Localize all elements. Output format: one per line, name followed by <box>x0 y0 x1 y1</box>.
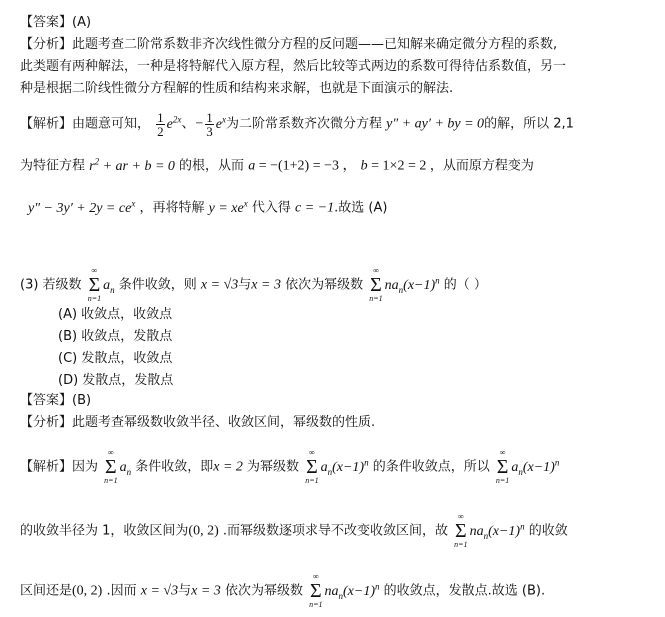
transformed-equation: $y'' - 3y' + 2y = ce^x$ <box>28 198 136 216</box>
solution-label: 【解析】 <box>20 459 73 475</box>
text: 依次为幂级数 <box>285 277 364 293</box>
fraction-half: $\frac{1}{2}$ <box>157 109 164 139</box>
q3-solution-line-1: 【解析】因为 ∞ Σ n=1 $a_n$ 条件收敛，即x = 2 为幂级数 ∞ Σ n=1 $a_n(x-1)^n$ 的条件收敛点，所以 ∞ Σ n=1 $a_n(x-1)^n$ <box>20 448 560 486</box>
option-d: (D) 发散点，发散点 <box>58 373 174 388</box>
analysis-line-2: 此类题有两种解法，一种是将特解代入原方程，然后比较等式两边的系数可得待估系数值，另一 <box>20 59 567 74</box>
text: (3) 若级数 <box>20 277 82 293</box>
text: ，再将特解 <box>139 200 205 216</box>
solution-line-3: $y'' - 3y' + 2y = ce^x$ ，再将特解 $y = xe^x$ 代入得 c = −1.故选 (A) <box>28 198 388 216</box>
ode-equation: y″ + ay′ + by = 0 <box>386 116 485 132</box>
sum-symbol: ∞ Σ n=1 <box>495 448 510 486</box>
text: 为二阶常系数齐次微分方程 <box>226 116 383 132</box>
text: 的（ ） <box>443 277 487 293</box>
sum-symbol: ∞ Σ n=1 <box>87 266 102 304</box>
sum-symbol: ∞ Σ n=1 <box>309 572 323 610</box>
analysis-q3: 【分析】此题考查幂级数收敛半径、收敛区间，幂级数的性质. <box>20 415 376 430</box>
sum-symbol: ∞ Σ n=1 <box>104 448 118 486</box>
text: .因而 <box>106 583 137 599</box>
text: 为特征方程 <box>20 158 86 174</box>
q3-solution-line-2: 的收敛半径为 1，收敛区间为(0, 2) .而幂级数逐项求导不改变收敛区间，故 ∞ Σ n=1 $na_n(x-1)^n$ 的收敛 <box>20 512 568 550</box>
solution-line-1: 【解析】由题意可知， $\frac{1}{2}$ $e^{2x}$、− $\frac{1}{3}$ $e^x$为二阶常系数齐次微分方程 y″ + ay′ + by = 0的解，所以 2,1 <box>20 109 574 139</box>
question-3-stem: (3) 若级数 ∞ Σ n=1 $a_n$ 条件收敛，则 x = √3与x = 3 依次为幂级数 ∞ Σ n=1 $na_n(x-1)^n$ 的（ ） <box>20 266 487 304</box>
text: .故选 (A) <box>334 200 388 216</box>
text: 与 <box>178 583 192 599</box>
sum-symbol: ∞ Σ n=1 <box>454 512 468 550</box>
text: 为幂级数 <box>247 459 300 475</box>
text: 的条件收敛点，所以 <box>372 459 490 475</box>
text: 的收敛点，发散点.故选 (B). <box>383 583 546 599</box>
text: 条件收敛，即 <box>135 459 214 475</box>
text: 因为 <box>72 459 99 475</box>
text: 与 <box>238 277 252 293</box>
text: 的收敛半径为 1，收敛区间为 <box>20 523 189 539</box>
option-a: (A) 收敛点，收敛点 <box>58 307 173 322</box>
text: 的收敛 <box>528 523 568 539</box>
solution-line-2: 为特征方程 $r^2$ + ar + b = 0 的根，从而 a = −(1+2) = −3 ， b = 1×2 = 2 ，从而原方程变为 <box>20 156 534 174</box>
answer-a: 【答案】(A) <box>20 15 92 30</box>
text: 依次为幂级数 <box>224 583 303 599</box>
sum-symbol: ∞ Σ n=1 <box>305 448 319 486</box>
text: ，从而原方程变为 <box>429 158 534 174</box>
analysis-line-1: 【分析】此题考查二阶常系数非齐次线性微分方程的反问题——已知解来确定微分方程的系数, <box>20 37 558 52</box>
text: 由题意可知， <box>72 116 151 132</box>
fraction-third: $\frac{1}{3}$ <box>206 109 213 139</box>
analysis-line-3: 种是根据二阶线性微分方程解的性质和结构来求解，也就是下面演示的解法. <box>20 81 454 96</box>
text: 代入得 <box>251 200 291 216</box>
text: 条件收敛，则 <box>118 277 197 293</box>
text: 的根，从而 <box>179 158 245 174</box>
solution-label: 【解析】 <box>20 116 73 132</box>
text: 的解，所以 2,1 <box>484 116 574 132</box>
option-c: (C) 发散点，收敛点 <box>58 351 173 366</box>
text: .而幂级数逐项求导不改变收敛区间，故 <box>222 523 449 539</box>
text: 区间还是 <box>20 583 73 599</box>
answer-b: 【答案】(B) <box>20 393 92 408</box>
q3-solution-line-3: 区间还是(0, 2) .因而 x = √3与x = 3 依次为幂级数 ∞ Σ n=1 $na_n(x-1)^n$ 的收敛点，发散点.故选 (B). <box>20 572 546 610</box>
char-equation: $r^2$ + ar + b = 0 <box>89 156 175 174</box>
option-b: (B) 收敛点，发散点 <box>58 329 173 344</box>
sum-symbol: ∞ Σ n=1 <box>369 266 383 304</box>
